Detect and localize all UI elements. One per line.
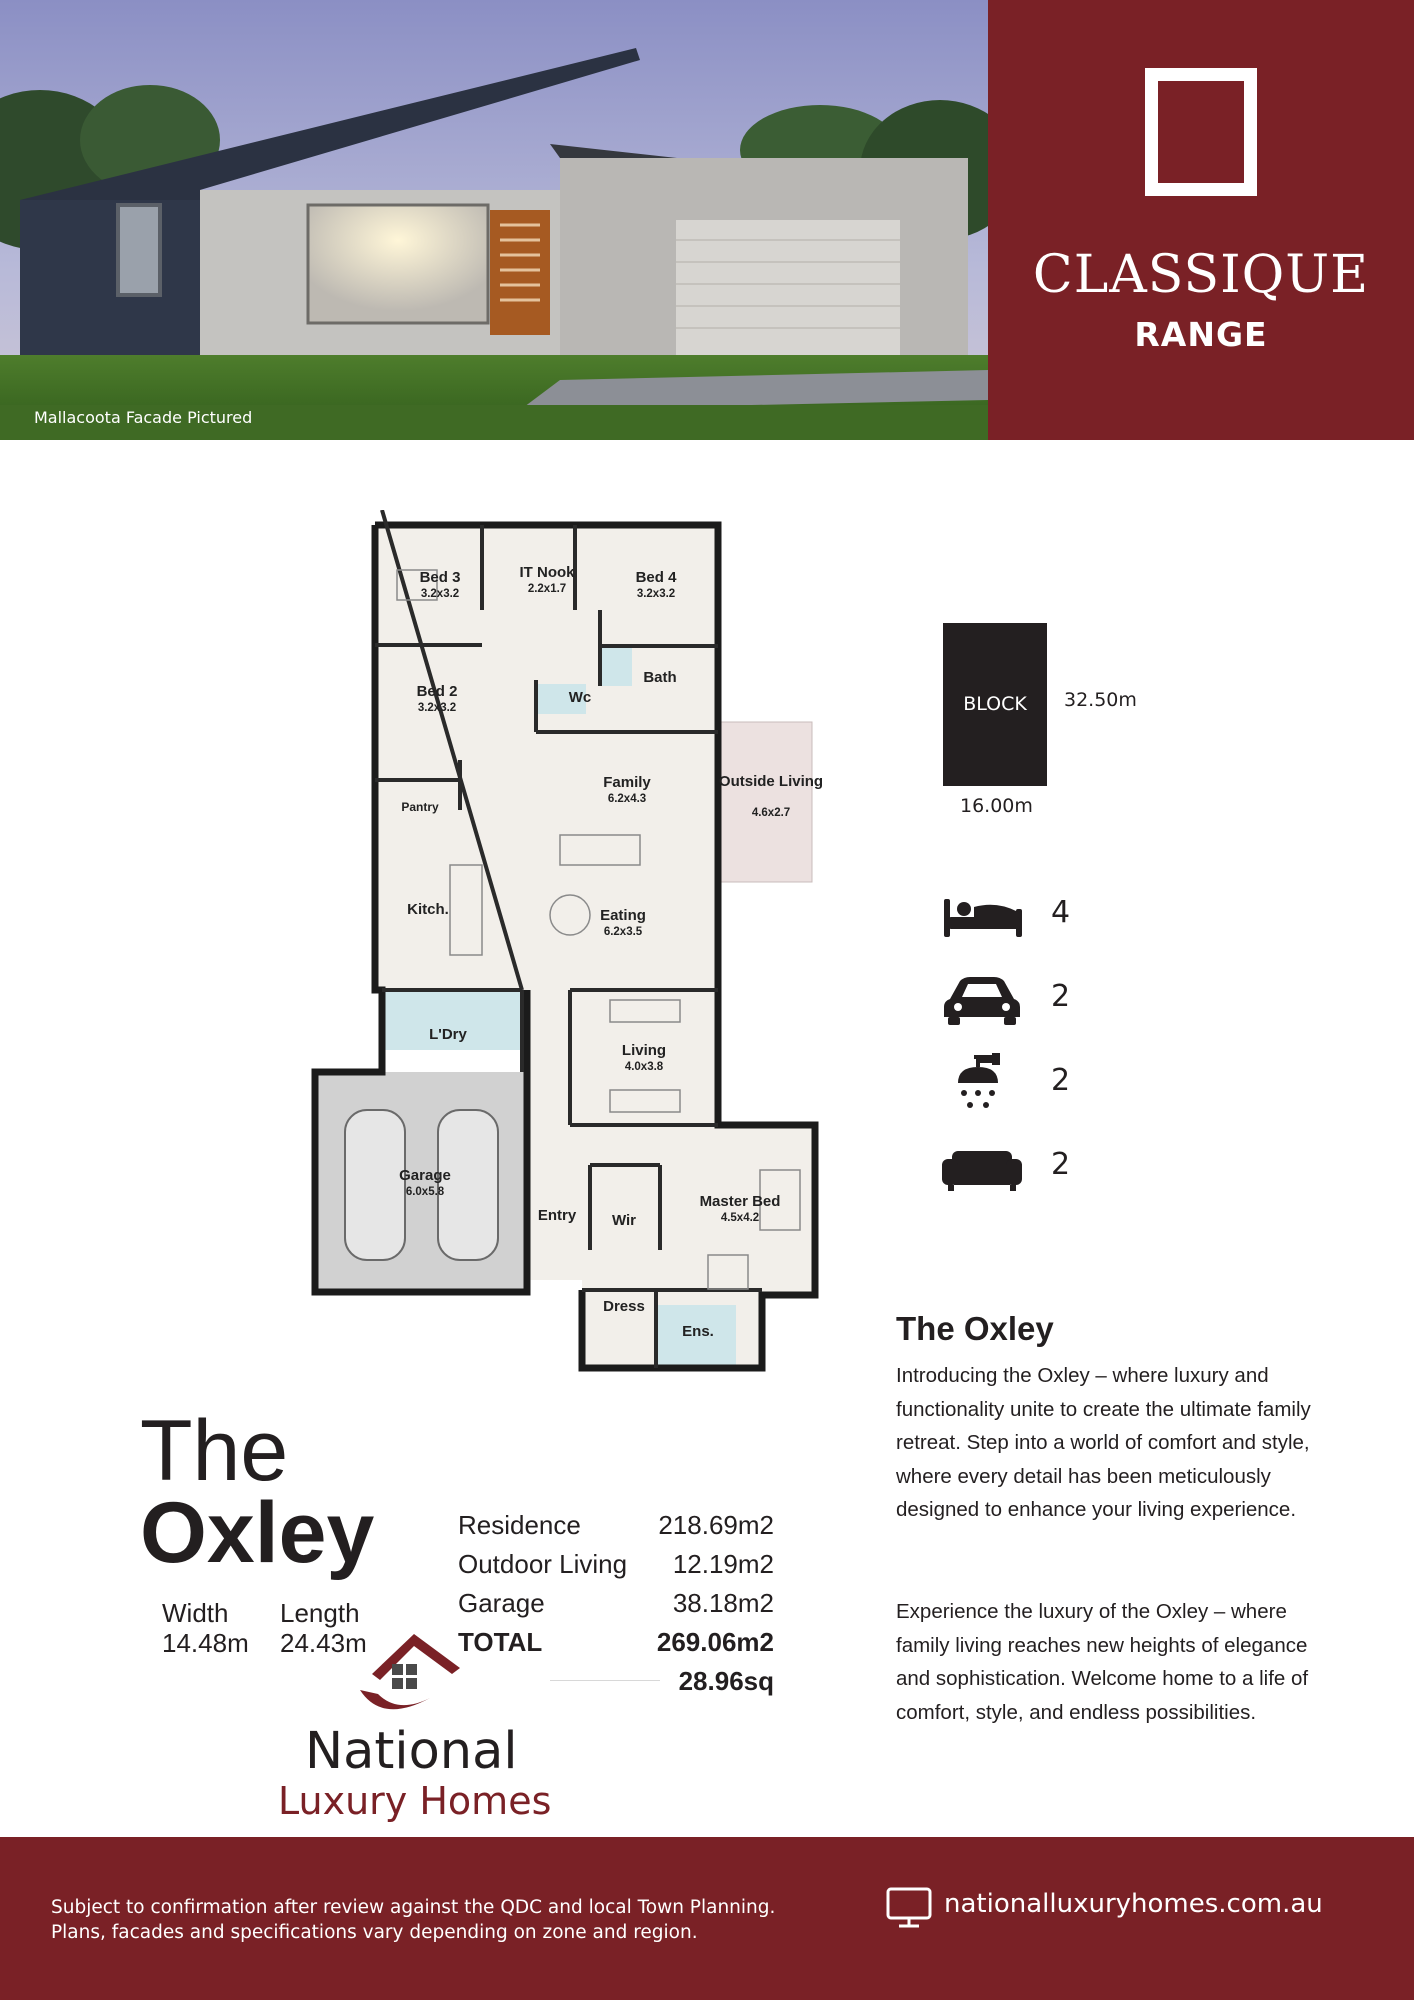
plan-title-line1: The [140, 1403, 289, 1499]
living-value: 2 [1051, 1147, 1071, 1182]
area-row-residence [458, 1510, 774, 1544]
area-row-outdoor [458, 1549, 774, 1583]
range-title: CLASSIQUE [1032, 245, 1370, 305]
block-diagram [943, 623, 1047, 786]
room-label: IT Nook [519, 564, 575, 581]
width-value: 14.48m [162, 1628, 249, 1658]
area-label: Garage [458, 1588, 545, 1618]
floor-plan-drawing [300, 510, 840, 1390]
area-row-total [458, 1627, 774, 1661]
car-icon [940, 969, 1024, 1029]
house-logo-icon [352, 1628, 472, 1728]
range-subtitle: RANGE [1134, 315, 1268, 354]
area-value: 12.19m2 [672, 1549, 774, 1579]
garage-value: 2 [1051, 979, 1071, 1014]
room-label: Pantry [401, 800, 439, 814]
monitor-icon [886, 1887, 932, 1929]
facade-illustration [0, 0, 988, 440]
room-label: Bed 4 [635, 569, 677, 586]
room-label: Wir [611, 1212, 637, 1229]
brand-subname: Luxury Homes [278, 1779, 552, 1823]
facade-image [0, 0, 988, 440]
room-size: 3.2x3.2 [636, 588, 676, 600]
room-label: Master Bed [699, 1193, 781, 1210]
bed-icon [940, 885, 1024, 945]
sofa-icon [940, 1137, 1024, 1197]
width-label: Width [162, 1598, 229, 1628]
bathrooms-stat [940, 1053, 1120, 1113]
block-label: BLOCK [963, 693, 1027, 715]
room-label: Bed 3 [419, 569, 461, 586]
description-paragraph-1: Introducing the Oxley – where luxury and functionality unite to create the ultimate family retreat. Step into a world of comfort and style, where every detail has been meticulously designed to enhance your living experience. [896, 1364, 1311, 1522]
plan-title-line2: Oxley [140, 1485, 375, 1581]
range-panel [988, 0, 1414, 440]
block-width: 16.00m [960, 795, 1033, 817]
shower-icon [940, 1053, 1024, 1113]
room-size: 4.6x2.7 [751, 807, 791, 819]
bathrooms-value: 2 [1051, 1063, 1071, 1098]
description-heading: The Oxley [896, 1310, 1054, 1347]
area-row-squares [458, 1666, 774, 1700]
room-size: 6.2x3.5 [603, 926, 643, 938]
area-value: 38.18m2 [672, 1588, 774, 1618]
room-size: 6.0x5.8 [405, 1186, 445, 1198]
room-size: 3.2x3.2 [417, 702, 457, 714]
room-size: 2.2x1.7 [527, 583, 567, 595]
room-label: L'Dry [429, 1026, 467, 1043]
room-size: 6.2x4.3 [607, 793, 647, 805]
room-label: Bath [643, 669, 677, 686]
room-label: Wc [568, 689, 592, 706]
room-label: Dress [603, 1298, 645, 1315]
hero-banner [0, 0, 1414, 440]
disclaimer [51, 1895, 775, 1945]
garage-stat [940, 969, 1120, 1029]
area-label: TOTAL [458, 1627, 543, 1657]
bedrooms-stat [940, 885, 1120, 945]
length-value: 24.43m [280, 1628, 367, 1658]
area-row-garage [458, 1588, 774, 1622]
area-label: Residence [458, 1510, 581, 1540]
area-value: 269.06m2 [656, 1627, 774, 1657]
facade-caption: Mallacoota Facade Pictured [34, 408, 253, 427]
footer [0, 1837, 1414, 2000]
room-label: Entry [537, 1207, 577, 1224]
room-size: 4.5x4.2 [720, 1212, 760, 1224]
bedrooms-value: 4 [1051, 895, 1071, 930]
room-label: Bed 2 [416, 683, 458, 700]
room-size: 4.0x3.8 [624, 1061, 664, 1073]
brand-name: National [305, 1722, 518, 1781]
room-label: Eating [600, 907, 646, 924]
floor-plan [300, 510, 840, 1390]
area-label: Outdoor Living [458, 1549, 628, 1579]
disclaimer-line-1: Subject to confirmation after review against the QDC and local Town Planning. [51, 1897, 776, 1918]
room-label: Ens. [682, 1323, 714, 1340]
room-size: 3.2x3.2 [420, 588, 460, 600]
area-value: 218.69m2 [658, 1510, 774, 1540]
length-label: Length [280, 1598, 360, 1628]
block-depth: 32.50m [1064, 689, 1137, 711]
room-label: Family [603, 774, 651, 791]
range-logo-icon [1145, 68, 1257, 196]
description-paragraph-2: Experience the luxury of the Oxley – where family living reaches new heights of elegance and sophistication. Welcome home to a life of comfort, style, and endless possibilities. [896, 1600, 1309, 1724]
area-value: 28.96sq [678, 1666, 774, 1696]
website-link[interactable]: nationalluxuryhomes.com.au [944, 1889, 1323, 1919]
living-stat [940, 1137, 1120, 1197]
room-label: Kitch. [407, 901, 449, 918]
room-label: Living [621, 1042, 667, 1059]
room-label: Outside Living [718, 773, 824, 790]
disclaimer-line-2: Plans, facades and specifications vary depending on zone and region. [51, 1922, 698, 1943]
room-label: Garage [399, 1167, 451, 1184]
